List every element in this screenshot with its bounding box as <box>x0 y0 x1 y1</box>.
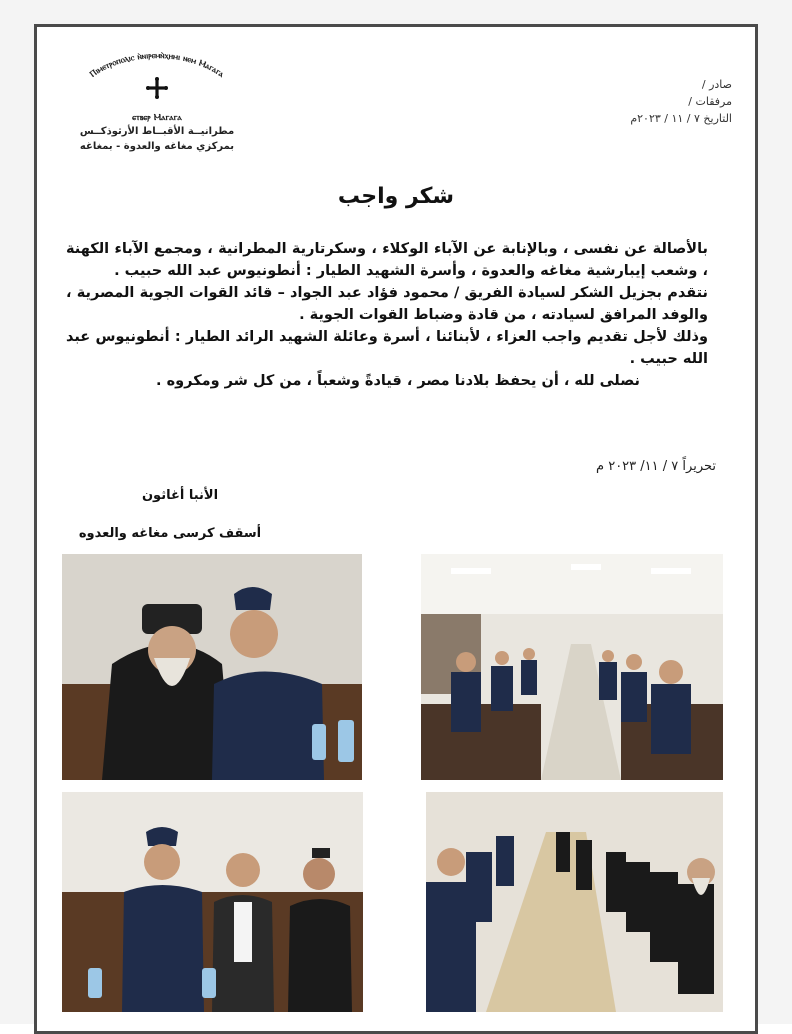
letter-title: شكر واجب <box>337 184 455 209</box>
svg-text:Ⲡⲓⲙⲉⲧⲣⲟⲡⲟⲗⲓⲥ ⲛ̀ⲛⲓⲣⲉⲙⲛ̀ⲭⲏⲙⲓ ⲛⲉⲙ: Ⲡⲓⲙⲉⲧⲣⲟⲡⲟⲗⲓⲥ ⲛ̀ⲛⲓⲣⲉⲙⲛ̀ⲭⲏⲙⲓ ⲛⲉⲙ Ⲙⲁⲅⲁⲅⲁ <box>88 51 226 80</box>
letter-body <box>66 238 730 392</box>
diocese-logo <box>62 48 252 158</box>
photo-clergy-row <box>426 792 723 1012</box>
photo-commander-family <box>62 792 363 1012</box>
photo-bishop-commander <box>62 554 362 780</box>
document-meta <box>532 76 732 127</box>
issued-field: صادر / <box>701 78 732 91</box>
signatory-name: الأنبا أغاثون <box>141 488 219 503</box>
signatory-title: أسقف كرسى مغاغه والعدوه <box>78 526 262 541</box>
body-paragraph-3: وذلك لأجل تقديم واجب العزاء ، لأبنائنا ، أسرة وعائلة الشهيد الرائد الطيار : أنطونيوس عبد الله حبيب . <box>66 329 708 367</box>
photo-hall-officers <box>421 554 723 780</box>
body-paragraph-2: نتقدم بجزيل الشكر لسيادة الفريق / محمود فؤاد عبد الجواد – قائد القوات الجوية المصرية ، والوفد المرافق لسيادته ، من قادة وضباط القوات الجوية . <box>66 285 708 323</box>
org-name-line1: مطرانيــة الأقبــاط الأرثوذكــس <box>79 126 235 137</box>
date-field: التاريخ ٧ / ١١ / ٢٠٢٣م <box>630 112 732 125</box>
svg-text:ⲉⲧⲃⲉⲣ Ⲙⲁⲅⲁⲅⲁ: ⲉⲧⲃⲉⲣ Ⲙⲁⲅⲁⲅⲁ <box>132 113 182 123</box>
attachments-field: مرفقات / <box>688 95 732 108</box>
body-paragraph-4: نصلى لله ، أن يحفظ بلادنا مصر ، قيادةً وشعباً ، من كل شر ومكروه . <box>156 373 640 389</box>
coptic-seal-icon <box>62 48 252 128</box>
org-name-line2: بمركزي مغاغه والعدوة - بمغاغه <box>79 141 235 152</box>
written-date: تحريراً ٧ / ١١/ ٢٠٢٣ م <box>596 459 716 474</box>
body-paragraph-1: بالأصالة عن نفسى ، وبالإنابة عن الآباء الوكلاء ، وسكرتارية المطرانية ، ومجمع الآباء الكهنة ، وشعب إيبارشية مغاغه والعدوة ، وأسرة الشهيد الطيار : أنطونيوس عبد الله حبيب . <box>66 241 708 279</box>
